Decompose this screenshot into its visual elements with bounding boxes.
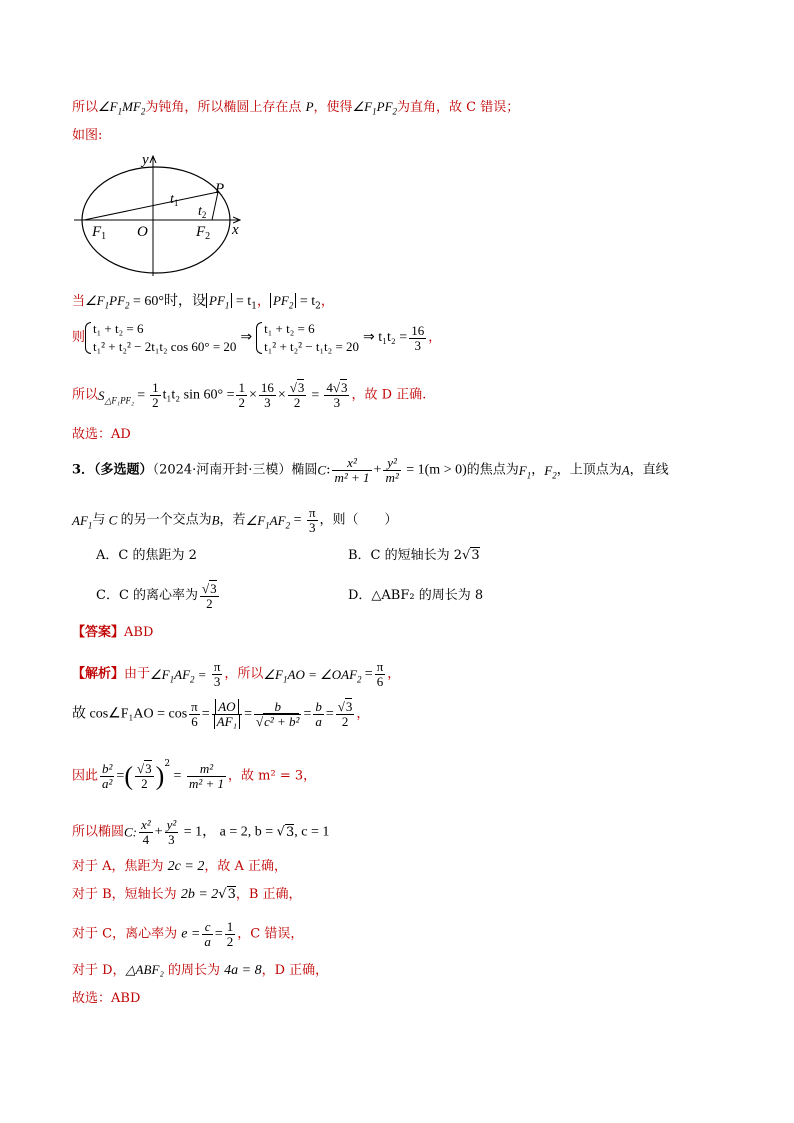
- frac-pi-6: $\frac{\pi}{6}$: [376, 659, 384, 689]
- label-x: x: [232, 222, 239, 238]
- frac-4sqrt3-3: $\frac{4√3}{3}$: [326, 380, 348, 410]
- frac-b2-a2: $\frac{\text{b²}}{\text{a²}}$: [102, 761, 113, 791]
- label-o: O: [137, 224, 148, 240]
- analysis-line5: [72, 858, 287, 876]
- text: t₁t₂ sin 60° =: [162, 387, 235, 403]
- text: ，: [387, 666, 401, 682]
- system-1: [85, 320, 236, 356]
- figure-caption: 如图:: [72, 128, 103, 143]
- text: =: [137, 387, 146, 403]
- frac-pi-3: $\frac{\pi}{3}$: [308, 505, 316, 535]
- option-a[interactable]: A．C 的焦距为 2: [96, 548, 197, 563]
- analysis-label: 【解析】: [72, 666, 125, 682]
- option-d[interactable]: D．△ABF₂ 的周长为 8: [348, 588, 484, 603]
- text: ，上顶点为: [556, 462, 622, 478]
- frac-b-sqrt: $\frac{b}{\text{√c² + b²}}$: [255, 699, 300, 729]
- text: ，: [256, 294, 270, 309]
- ellipse-figure: [70, 150, 250, 280]
- problem3-line2: $AF_1$与 C 的另一个交点为B，若$\angle F_1AF_2$ = $\frac{\pi}{3}$ ，则（ ）: [72, 505, 398, 535]
- frac-half-2: $\frac{1}{2}$: [238, 380, 245, 410]
- math: 2b = 2: [180, 887, 219, 902]
- system-2: [256, 320, 359, 356]
- analysis-line1: 【解析】由于$\angle F_1AF_2$ = $\frac{\pi}{3}$ ，所以$\angle F_1AO$ = $\angle OAF_2$ = $\frac{\pi}{6}$ ，: [72, 659, 401, 689]
- text: = t: [296, 294, 316, 309]
- text: C．C 的离心率为: [96, 588, 199, 603]
- point-p: P: [305, 99, 314, 114]
- system-line: [72, 320, 441, 356]
- answer-line: [72, 624, 153, 642]
- angle-f1mf2: $\angle F_1MF_2$: [98, 99, 146, 117]
- analysis-line2: 故 cos∠F₁AO = cos $\frac{\pi}{6}$ = $\frac{AO}{\text{AF₁}}$ = $\frac{b}{\text{√c² + b²}}$ = $\frac{b}{a}$ = $\frac{√3}{2}$ ，: [72, 699, 370, 729]
- label-p: P: [215, 181, 225, 197]
- text: ，B 正确，: [235, 887, 302, 902]
- label-f2: $F_2$: [196, 224, 211, 242]
- text: 对于 B，短轴长为: [72, 887, 181, 902]
- frac-x2-4: $\frac{\text{x²}}{4}$: [141, 817, 151, 847]
- angle: $\angle F_1PF_2$: [85, 293, 130, 311]
- choose-abd: 故选：ABD: [72, 991, 141, 1006]
- row: t₁ + t₂ = 6: [264, 321, 315, 336]
- num: 3．: [72, 462, 95, 478]
- row: t₁² + t₂² − 2t₁t₂ cos 60° = 20: [93, 339, 237, 354]
- text: , c = 1: [294, 824, 330, 840]
- frac-half: $\frac{1}{2}$: [152, 380, 159, 410]
- frac-16-3: $\frac{16}{3}$: [411, 322, 425, 353]
- eq-tail: = 1(m > 0): [402, 462, 467, 478]
- area-line: [72, 381, 426, 410]
- frac-pi-3b: $\frac{\pi}{3}$: [213, 659, 221, 689]
- times: ×: [248, 387, 257, 403]
- text: 由于: [124, 666, 151, 682]
- frac-sqrt3-2: $\frac{√3}{2}$: [289, 380, 305, 410]
- sqrt: 3: [471, 548, 480, 563]
- text: ，D 正确，: [261, 963, 329, 978]
- frac-ao-af: $\frac{AO}{\text{AF₁}}$: [212, 700, 242, 729]
- text: ，则（ ）: [319, 512, 398, 528]
- arrow: ⇒: [240, 330, 253, 345]
- c: C: [317, 462, 327, 478]
- text: 的周长为: [163, 963, 225, 978]
- text: ，故 m² = 3，: [228, 768, 317, 784]
- text: = 1， a = 2, b =: [180, 824, 277, 840]
- frac-x2: $\frac{\text{x²}}{\text{m² + 1}}$: [334, 455, 370, 485]
- label-f1: $F_1$: [92, 224, 107, 242]
- label-t2: $t_2$: [198, 204, 207, 220]
- area-s: $S_{\triangle F_1PF_2}$: [98, 387, 135, 406]
- row: t₁ + t₂ = 6: [93, 321, 144, 336]
- text: 因此: [72, 768, 99, 784]
- frac-y2-3: $\frac{\text{y²}}{3}$: [166, 817, 177, 847]
- text: ，使得: [313, 100, 353, 115]
- frac-1-2: $\frac{1}{2}$: [226, 919, 234, 949]
- frac-sqrt3-2e: $\frac{√3}{2}$: [137, 761, 152, 791]
- option-c[interactable]: [96, 580, 221, 613]
- label-y: y: [142, 152, 149, 168]
- frac-b-a: $\frac{b}{a}$: [315, 699, 322, 729]
- text: 对于 D，: [72, 963, 126, 978]
- text: ，故 D 正确.: [351, 387, 427, 403]
- text: = 60°时，设: [129, 294, 207, 309]
- abs-pf1: $PF_1$: [206, 293, 232, 308]
- arrow2: ⇒ t₁t₂ =: [363, 330, 408, 345]
- obtuse-angle-line: [72, 98, 519, 117]
- text: ，故 A 正确，: [204, 859, 287, 874]
- text: ，若: [219, 512, 246, 528]
- option-b[interactable]: B．C 的短轴长为 2√3: [348, 548, 480, 563]
- row: t₁² + t₂² − t₁t₂ = 20: [264, 339, 360, 354]
- answer-label: 【答案】: [72, 625, 125, 640]
- frac-m2: $\frac{\text{m²}}{\text{m² + 1}}$: [188, 761, 225, 791]
- text: B．C 的短轴长为 2: [348, 548, 463, 563]
- text: =: [311, 387, 320, 403]
- times: ×: [277, 387, 286, 403]
- text: 故 cos∠F₁AO = cos: [72, 706, 188, 722]
- math: 2c = 2: [167, 859, 205, 874]
- analysis-line8: [72, 961, 328, 980]
- text: 对于 A，焦距为: [72, 859, 168, 874]
- frac-pi-6b: $\frac{\pi}{6}$: [191, 699, 198, 729]
- answer-value: ABD: [124, 625, 154, 640]
- when-angle-line: 当$\angle F_1PF_2 = 60^\circ$时，设 $PF_1 = t_1$， $PF_2 = t_2$，: [72, 293, 334, 312]
- analysis-line7: 对于 C，离心率为 e = $\frac{c}{a}$ = $\frac{1}{2}$ ，C 错误，: [72, 919, 304, 949]
- text: 对于 C，离心率为: [72, 926, 182, 942]
- text: 当: [72, 294, 86, 309]
- frac-sqrt3-2d: $\frac{√3}{2}$: [337, 699, 353, 729]
- source: （2024·河南开封·三模）椭圆: [152, 462, 318, 478]
- text: 与: [92, 512, 106, 528]
- text: ，: [320, 294, 334, 309]
- math: △ABF₂: [125, 962, 164, 977]
- text: ，直线: [629, 462, 669, 478]
- text: 则: [72, 330, 86, 345]
- label-t1: $t_1$: [170, 192, 179, 208]
- frac-sqrt3-2c: $\frac{√3}{2}$: [202, 580, 217, 611]
- text: ，C 错误，: [237, 926, 304, 942]
- type: （多选题）: [94, 462, 153, 478]
- text: 为钝角，所以椭圆上存在点: [145, 100, 302, 115]
- text: 所以: [72, 100, 99, 115]
- text: 的另一个交点为: [120, 512, 212, 528]
- analysis-line3: 因此 $\frac{\text{b²}}{\text{a²}}$ =( $\frac{√3}{2}$ )$^2$ = $\frac{\text{m²}}{\text{m² + 1}}$ ，故 m² = 3，: [72, 759, 317, 791]
- math: 4a = 8: [224, 963, 262, 978]
- frac-y2: $\frac{\text{y²}}{\text{m²}}$: [385, 455, 399, 485]
- text: 的焦点为: [466, 462, 519, 478]
- text: = t: [232, 294, 252, 309]
- text: ，: [428, 330, 442, 345]
- text: ，所以: [224, 666, 264, 682]
- choose-ad: 故选：AD: [72, 427, 131, 442]
- text: =: [364, 666, 373, 682]
- angle-f1pf2: $\angle F_1PF_2$: [352, 99, 398, 117]
- text: 所以椭圆: [72, 824, 125, 840]
- analysis-line4: 所以椭圆C: $\frac{\text{x²}}{4}$ + $\frac{\text{y²}}{3}$ = 1， a = 2, b = √3, c = 1: [72, 817, 330, 847]
- analysis-line6: 对于 B，短轴长为 2b = 2√3，B 正确，: [72, 887, 302, 902]
- abs-pf2: $PF_2$: [270, 293, 296, 308]
- frac-c-a: $\frac{c}{a}$: [204, 919, 211, 949]
- problem3-line1: 3．（多选题）（2024·河南开封·三模）椭圆C: $\frac{\text{x²}}{\text{m² + 1}}$ + $\frac{\text{y²}}{\text{m²}}$ = 1(m > 0)的焦点为$F_1$，$F_2$，上顶点为A，直线: [72, 455, 669, 485]
- frac-16-3b: $\frac{16}{3}$: [260, 380, 274, 410]
- text: 为直角，故 C 错误；: [397, 100, 520, 115]
- math: e =: [181, 926, 201, 942]
- text: 所以: [72, 387, 99, 403]
